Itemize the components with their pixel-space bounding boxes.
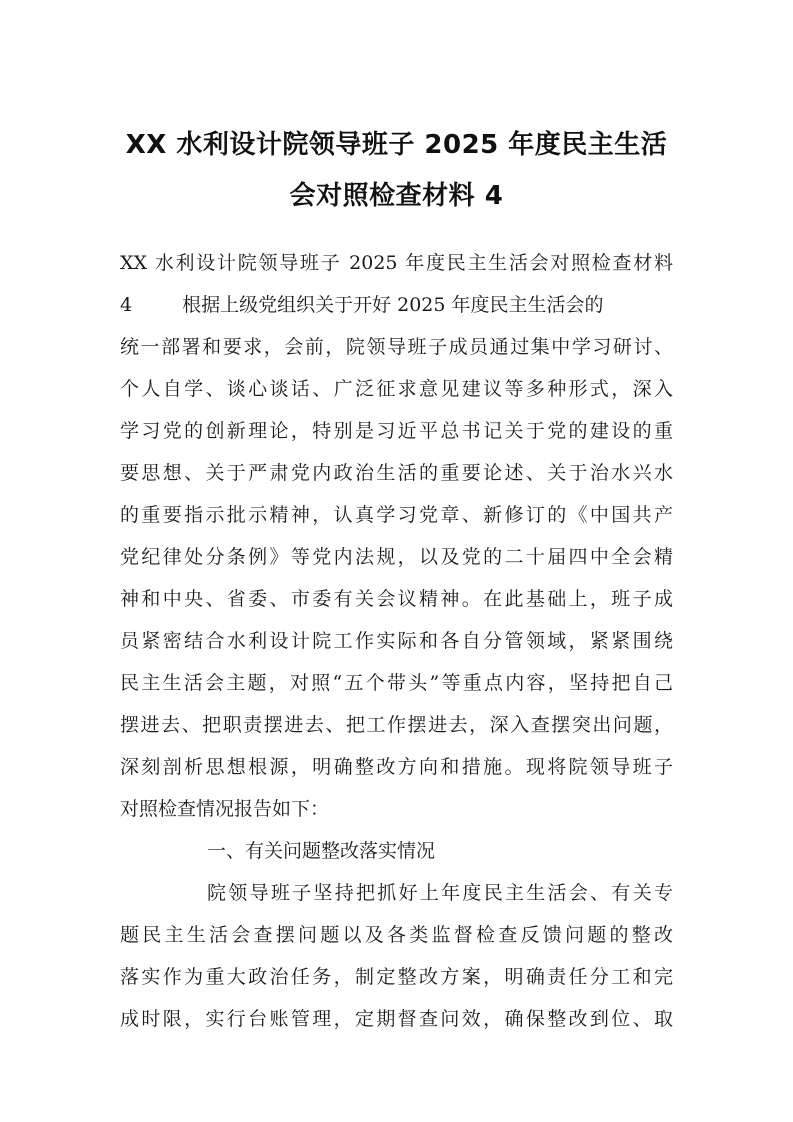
body-line-12: 摆进去、把职责摆进去、把工作摆进去，深入查摆突出问题， — [120, 714, 673, 736]
body-line-2-text: 根据上级党组织关于开好 2025 年度民主生活会的 — [182, 294, 604, 316]
section-line-2: 题民主生活会查摆问题以及各类监督检查反馈问题的整改 — [120, 924, 673, 946]
document-title-line-1: XX 水利设计院领导班子 2025 年度民主生活 — [125, 130, 668, 160]
section-line-3: 落实作为重大政治任务，制定整改方案，明确责任分工和完 — [120, 966, 673, 988]
body-line-3: 统一部署和要求，会前，院领导班子成员通过集中学习研讨、 — [120, 336, 673, 358]
body-line-13: 深刻剖析思想根源，明确整改方向和措施。现将院领导班子 — [120, 756, 673, 778]
body-line-1: XX 水利设计院领导班子 2025 年度民主生活会对照检查材料 — [120, 252, 673, 274]
body-line-5: 学习党的创新理论，特别是习近平总书记关于党的建设的重 — [120, 420, 673, 442]
body-line-2-number: 4 — [120, 294, 133, 316]
body-line-11: 民主生活会主题，对照“五个带头”等重点内容，坚持把自己 — [120, 672, 673, 694]
body-line-9: 神和中央、省委、市委有关会议精神。在此基础上，班子成 — [120, 588, 673, 610]
section-line-1: 院领导班子坚持把抓好上年度民主生活会、有关专 — [207, 882, 673, 904]
section-heading: 一、有关问题整改落实情况 — [207, 840, 436, 862]
body-line-14: 对照检查情况报告如下： — [120, 798, 330, 820]
body-line-4: 个人自学、谈心谈话、广泛征求意见建议等多种形式，深入 — [120, 378, 673, 400]
body-line-10: 员紧密结合水利设计院工作实际和各自分管领域，紧紧围绕 — [120, 630, 673, 652]
body-line-7: 的重要指示批示精神，认真学习党章、新修订的《中国共产 — [120, 504, 673, 526]
body-line-6: 要思想、关于严肃党内政治生活的重要论述、关于治水兴水 — [120, 462, 673, 484]
body-line-8: 党纪律处分条例》等党内法规，以及党的二十届四中全会精 — [120, 546, 673, 568]
document-title-line-2: 会对照检查材料 4 — [289, 181, 504, 211]
section-line-4: 成时限，实行台账管理，定期督查问效，确保整改到位、取 — [120, 1008, 673, 1030]
body-line-2 — [120, 290, 673, 317]
